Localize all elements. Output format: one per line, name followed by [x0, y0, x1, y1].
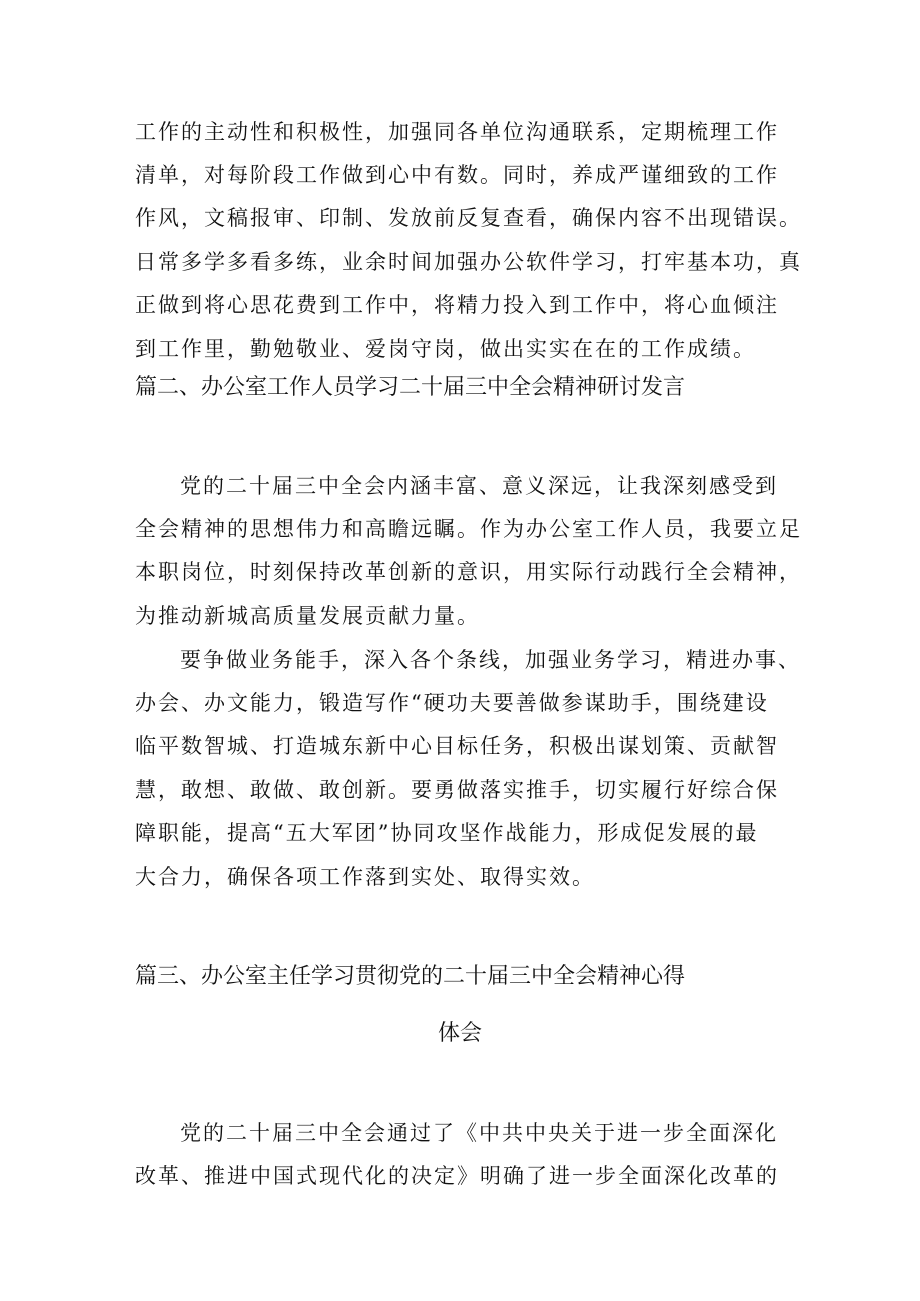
text-line: 到工作里，勤勉敬业、爱岗守岗，做出实实在在的工作成绩。	[135, 337, 756, 361]
text-line: 全会精神的思想伟力和高瞻远瞩。作为办公室工作人员，我要立足	[135, 517, 802, 541]
text-line: 改革、推进中国式现代化的决定》明确了进一步全面深化改革的	[135, 1164, 779, 1188]
text-line: 慧，敢想、敢做、敢创新。要勇做落实推手，切实履行好综合保	[135, 778, 779, 802]
text-line: 要争做业务能手，深入各个条线，加强业务学习，精进办事、	[180, 648, 801, 672]
text-line: 为推动新城高质量发展贡献力量。	[135, 604, 480, 628]
text-line: 临平数智城、打造城东新中心目标任务，积极出谋划策、贡献智	[135, 734, 779, 758]
text-line: 大合力，确保各项工作落到实处、取得实效。	[135, 865, 595, 889]
section3-title: 篇三、办公室主任学习贯彻党的二十届三中全会精神心得	[135, 964, 686, 989]
text-line: 党的二十届三中全会内涵丰富、意义深远，让我深刻感受到	[180, 474, 778, 498]
text-line: 党的二十届三中全会通过了《中共中央关于进一步全面深化	[180, 1121, 778, 1145]
section3-title-continued: 体会	[437, 1021, 482, 1046]
section2-title: 篇二、办公室工作人员学习二十届三中全会精神研讨发言	[135, 375, 686, 400]
text-line: 办会、办文能力，锻造写作“硬功夫要善做参谋助手，围绕建设	[135, 691, 769, 715]
text-line: 清单，对每阶段工作做到心中有数。同时，养成严谨细致的工作	[135, 163, 779, 187]
text-line: 障职能，提高“五大军团”协同攻坚作战能力，形成促发展的最	[135, 821, 759, 845]
text-line: 工作的主动性和积极性，加强同各单位沟通联系，定期梳理工作	[135, 120, 779, 144]
text-line: 日常多学多看多练，业余时间加强办公软件学习，打牢基本功，真	[135, 250, 802, 274]
text-line: 作风，文稿报审、印制、发放前反复查看，确保内容不出现错误。	[135, 206, 802, 230]
text-line: 本职岗位，时刻保持改革创新的意识，用实际行动践行全会精神，	[135, 560, 802, 584]
text-line: 正做到将心思花费到工作中，将精力投入到工作中，将心血倾注	[135, 293, 779, 317]
